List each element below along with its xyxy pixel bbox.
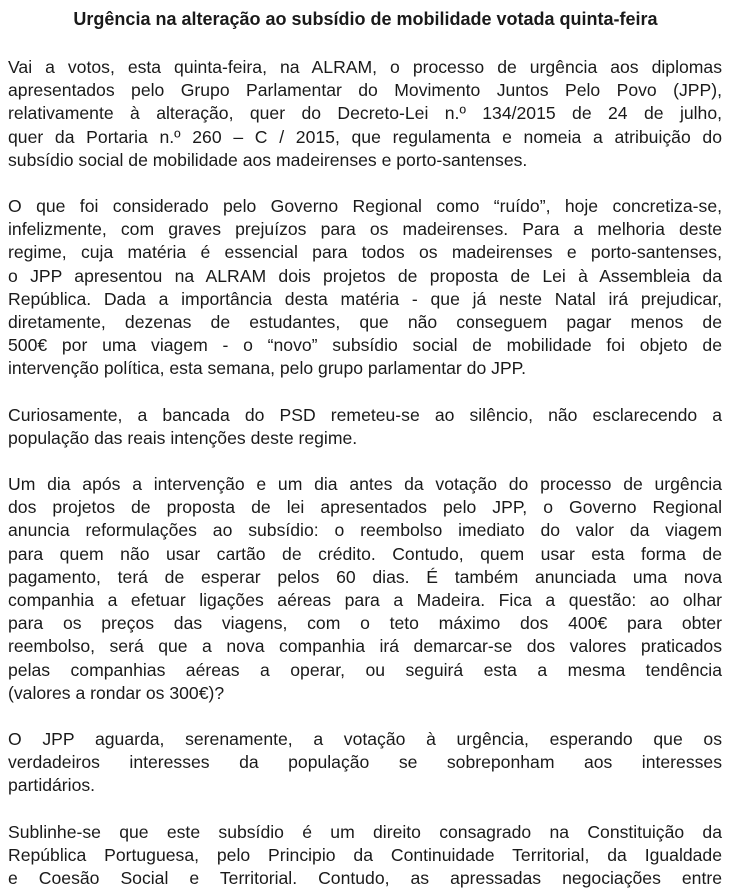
text-line: para os preços das viagens, com o teto máximo dos 400€ para obter (8, 613, 722, 634)
text-line: quer da Portaria n.º 260 – C / 2015, que regulamenta e nomeia a atribuição do (8, 126, 722, 147)
text-line: pagamento, terá de esperar pelos 60 dias. É também anunciada uma nova (8, 566, 722, 587)
text-line: diretamente, dezenas de estudantes, que não conseguem pagar menos de (8, 312, 722, 333)
text-line: Um dia após a intervenção e um dia antes da votação do processo de urgência (8, 474, 722, 495)
text-line: reembolso, será que a nova companhia irá demarcar-se dos valores praticados (8, 636, 722, 657)
text-line: o JPP apresentou na ALRAM dois projetos de proposta de Lei à Assembleia da (8, 265, 722, 286)
text-line: subsídio social de mobilidade aos madeirenses e porto-santenses. (8, 149, 528, 170)
text-line: população das reais intenções deste regime. (8, 427, 358, 448)
text-line: dos projetos de proposta de lei apresentados pelo JPP, o Governo Regional (8, 497, 722, 518)
article-body (8, 56, 722, 889)
text-line: República Portuguesa, pelo Principio da Continuidade Territorial, da Igualdade (8, 844, 722, 865)
text-line: O JPP aguarda, serenamente, a votação à urgência, esperando que os (8, 729, 722, 750)
text-line: regime, cuja matéria é essencial para todos os madeirenses e porto-santenses, (8, 242, 722, 263)
text-line: República. Dada a importância desta matéria - que já neste Natal irá prejudicar, (8, 288, 722, 309)
paragraph-4 (8, 473, 722, 705)
text-line: O que foi considerado pelo Governo Regional como “ruído”, hoje concretiza-se, (8, 196, 722, 217)
text-line: para quem não usar cartão de crédito. Contudo, quem usar esta forma de (8, 543, 722, 564)
text-line: anuncia reformulações ao subsídio: o reembolso imediato do valor da viagem (8, 520, 722, 541)
text-line: verdadeiros interesses da população se sobreponham aos interesses (8, 752, 722, 773)
text-line: (valores a rondar os 300€)? (8, 682, 225, 703)
text-line: intervenção política, esta semana, pelo grupo parlamentar do JPP. (8, 358, 527, 379)
text-line: Vai a votos, esta quinta-feira, na ALRAM, o processo de urgência aos diplomas (8, 57, 722, 77)
text-line: Curiosamente, a bancada do PSD remeteu-se ao silêncio, não esclarecendo a (8, 404, 722, 425)
text-line: pelas companhias aéreas a operar, ou seguirá esta a mesma tendência (8, 659, 722, 680)
paragraph-2 (8, 195, 722, 381)
text-line: 500€ por uma viagem - o “novo” subsídio social de mobilidade foi objeto de (8, 335, 722, 356)
article-title: Urgência na alteração ao subsídio de mobilidade votada quinta-feira (73, 9, 658, 29)
paragraph-3 (8, 404, 722, 450)
text-line: apresentados pelo Grupo Parlamentar do Movimento Juntos Pelo Povo (JPP), (8, 80, 722, 101)
paragraph-6 (8, 821, 722, 889)
text-line: Sublinhe-se que este subsídio é um direito consagrado na Constituição da (8, 821, 722, 842)
paragraph-5 (8, 728, 722, 798)
text-line: relativamente à alteração, quer do Decreto-Lei n.º 134/2015 de 24 de julho, (8, 103, 722, 124)
text-line: partidários. (8, 775, 96, 796)
text-line: e Coesão Social e Territorial. Contudo, as apressadas negociações entre (8, 868, 722, 889)
text-line: infelizmente, com graves prejuízos para os madeirenses. Para a melhoria deste (8, 219, 722, 240)
text-line: companhia a efetuar ligações aéreas para a Madeira. Fica a questão: ao olhar (8, 590, 722, 611)
paragraph-1 (8, 56, 722, 172)
